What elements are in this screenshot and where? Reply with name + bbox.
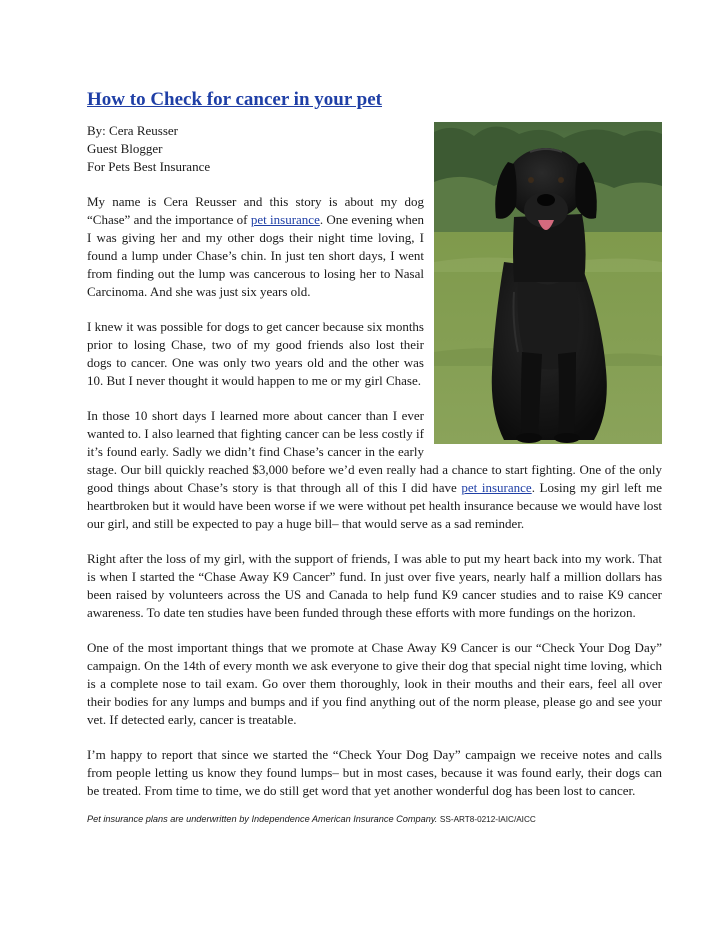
paragraph-1-text-b: . One evening when I was giving her and my other dogs their night time loving, I found a lump under Chase’s chin. In just ten short days, I went from finding out the lump was cancerous to losing her to Nasal Carcinoma. And she was just six years old.	[87, 212, 424, 299]
paragraph-5: One of the most important things that we promote at Chase Away K9 Cancer is our “Check Your Dog Day” campaign. On the 14th of every month we ask everyone to give their dog that special night time loving, which is a complete nose to tail exam. Go over them thoroughly, look in their mouths and their ears, feel all over their bodies for any lumps and bumps and if you find anything out of the norm please, please go and see your vet. If detected early, cancer is treatable.	[87, 640, 662, 727]
paragraph-3-text-b: . Losing my girl left me heartbroken but it would have been worse if we were without pet health insurance because we would have lost our girl, and still be expected to pay a huge bill– that would serve as a sad reminder.	[87, 480, 662, 531]
insurance-disclaimer	[87, 813, 662, 826]
paragraph-6: I’m happy to report that since we started the “Check Your Dog Day” campaign we receive notes and calls from people letting us know they found lumps– but in most cases, because it was found early, their dogs can be treated. From time to time, we do still get word that yet another wonderful dog has been lost to cancer.	[87, 747, 662, 798]
disclaimer-text: Pet insurance plans are underwritten by Independence American Insurance Company.	[87, 814, 438, 824]
byline-organization: For Pets Best Insurance	[87, 159, 211, 174]
paragraph-3-text-a: In those 10 short days I learned more about cancer than I ever wanted to. I also learned that fighting cancer can be less costly if it’s found early. Sadly we didn’t find Chase’s cancer in the early stage. Our bill quickly reached $3,000 before we’d even really had a chance to start fighting. One of the only good things about Chase’s story is that through all of this I did have	[87, 408, 662, 495]
byline-author: By: Cera Reusser	[87, 123, 178, 138]
pet-insurance-link-2[interactable]: pet insurance	[461, 480, 532, 495]
paragraph-1-text-a: My name is Cera Reusser and this story is about my dog “Chase” and the importance of	[87, 194, 424, 227]
disclaimer-code: SS-ART8-0212-IAIC/AICC	[439, 815, 536, 824]
pet-insurance-link-1[interactable]: pet insurance	[250, 212, 320, 227]
paragraph-2: I knew it was possible for dogs to get cancer because six months prior to losing Chase, two of my good friends also lost their dogs to cancer. One was only two years old and the other was 10. But I never thought it would happen to me or my girl Chase.	[87, 319, 424, 388]
byline-role: Guest Blogger	[87, 141, 163, 156]
dog-photo	[434, 122, 662, 444]
article	[87, 88, 662, 826]
article-title: How to Check for cancer in your pet	[87, 89, 383, 110]
paragraph-4: Right after the loss of my girl, with the support of friends, I was able to put my heart back into my work. That is when I started the “Chase Away K9 Cancer” fund. In just over five years, nearly half a million dollars has been raised by volunteers across the US and Canada to help fund K9 cancer studies and to raise K9 cancer awareness. To date ten studies have been funded through these efforts with more fundings on the horizon.	[87, 551, 662, 620]
